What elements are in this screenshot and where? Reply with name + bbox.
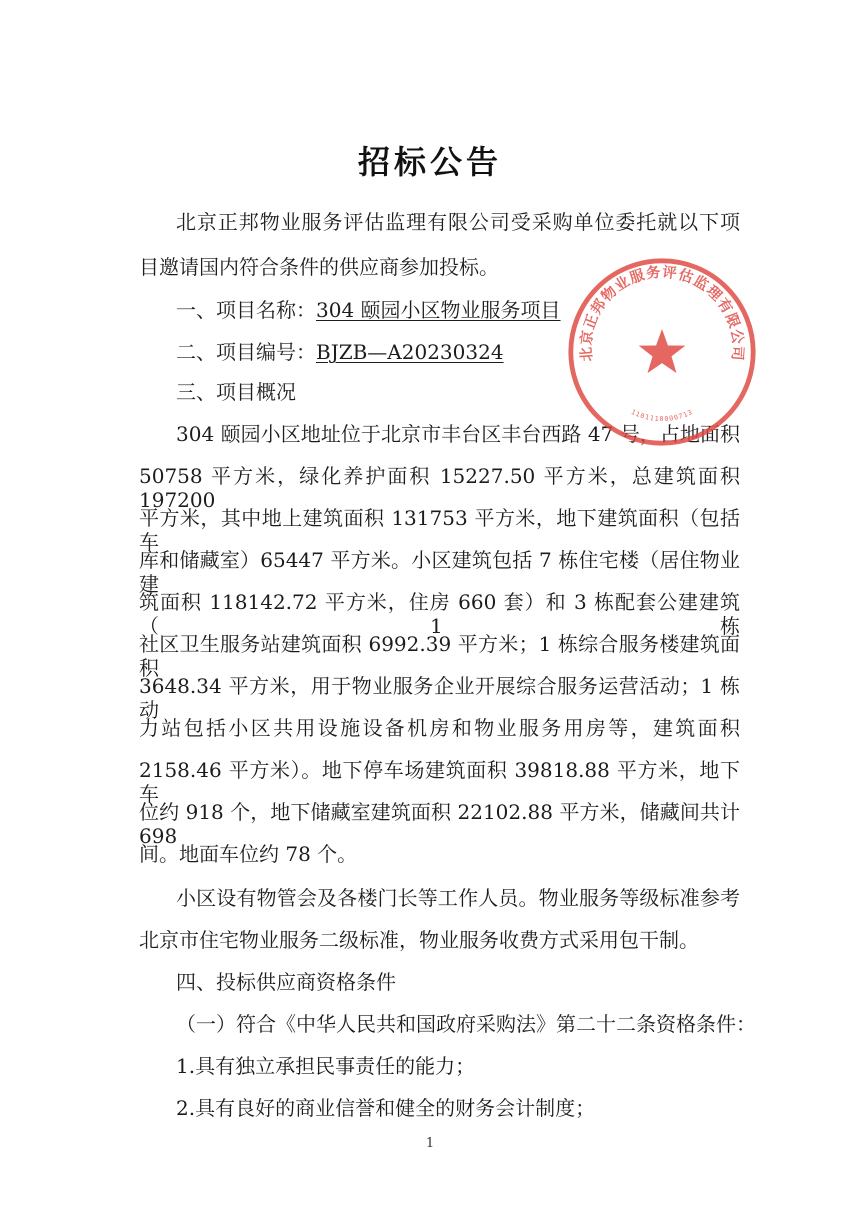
overview-line: 库和储藏室）65447 平方米。小区建筑包括 7 栋住宅楼（居住物业建 (139, 548, 740, 596)
overview-line: 3648.34 平方米，用于物业服务企业开展综合服务运营活动；1 栋动 (139, 674, 740, 722)
overview-line: 间。地面车位约 78 个。 (139, 842, 358, 866)
seal-company-text: 北京正邦物业服务评估监理有限公司 (578, 264, 746, 363)
page-number: 1 (425, 1136, 435, 1151)
item2-value: BJZB—A20230324 (316, 340, 504, 364)
overview-line: 力站包括小区共用设施设备机房和物业服务用房等，建筑面积 (139, 716, 740, 740)
item2-label: 二、项目编号： (176, 340, 316, 364)
overview-line: 社区卫生服务站建筑面积 6992.39 平方米；1 栋综合服务楼建筑面积 (139, 632, 740, 680)
seal-star-icon (639, 329, 686, 373)
intro-line: 北京正邦物业服务评估监理有限公司受采购单位委托就以下项 (176, 210, 740, 234)
company-seal-stamp (566, 256, 758, 448)
qualification-item: 2.具有良好的商业信誉和健全的财务会计制度； (176, 1096, 596, 1120)
item3-heading: 三、项目概况 (176, 380, 296, 404)
seal-code-text: 1101110000713 (629, 407, 695, 424)
staff-line: 北京市住宅物业服务二级标准，物业服务收费方式采用包干制。 (139, 928, 699, 952)
overview-line: 筑面积 118142.72 平方米，住房 660 套）和 3 栋配套公建建筑（1 栋 (139, 590, 740, 638)
qualification-item: 1.具有独立承担民事责任的能力； (176, 1054, 476, 1078)
intro-line: 目邀请国内符合条件的供应商参加投标。 (139, 255, 499, 279)
overview-line: 平方米，其中地上建筑面积 131753 平方米，地下建筑面积（包括车 (139, 506, 740, 554)
page-title: 招标公告 (357, 143, 502, 181)
overview-line: 位约 918 个，地下储藏室建筑面积 22102.88 平方米，储藏间共计 698 (139, 800, 740, 848)
overview-line: 2158.46 平方米）。地下停车场建筑面积 39818.88 平方米，地下车 (139, 758, 740, 806)
overview-line: 304 颐园小区地址位于北京市丰台区丰台西路 47 号，占地面积 (176, 422, 740, 446)
item1-value: 304 颐园小区物业服务项目 (316, 298, 561, 322)
item1-row (176, 298, 561, 322)
item2-row (176, 340, 504, 364)
staff-line: 小区设有物管会及各楼门长等工作人员。物业服务等级标准参考 (176, 886, 740, 910)
item4-heading: 四、投标供应商资格条件 (176, 970, 396, 994)
overview-line: 50758 平方米，绿化养护面积 15227.50 平方米，总建筑面积 197200 (139, 464, 740, 512)
item1-label: 一、项目名称： (176, 298, 316, 322)
qualification-heading: （一）符合《中华人民共和国政府采购法》第二十二条资格条件： (176, 1012, 756, 1036)
